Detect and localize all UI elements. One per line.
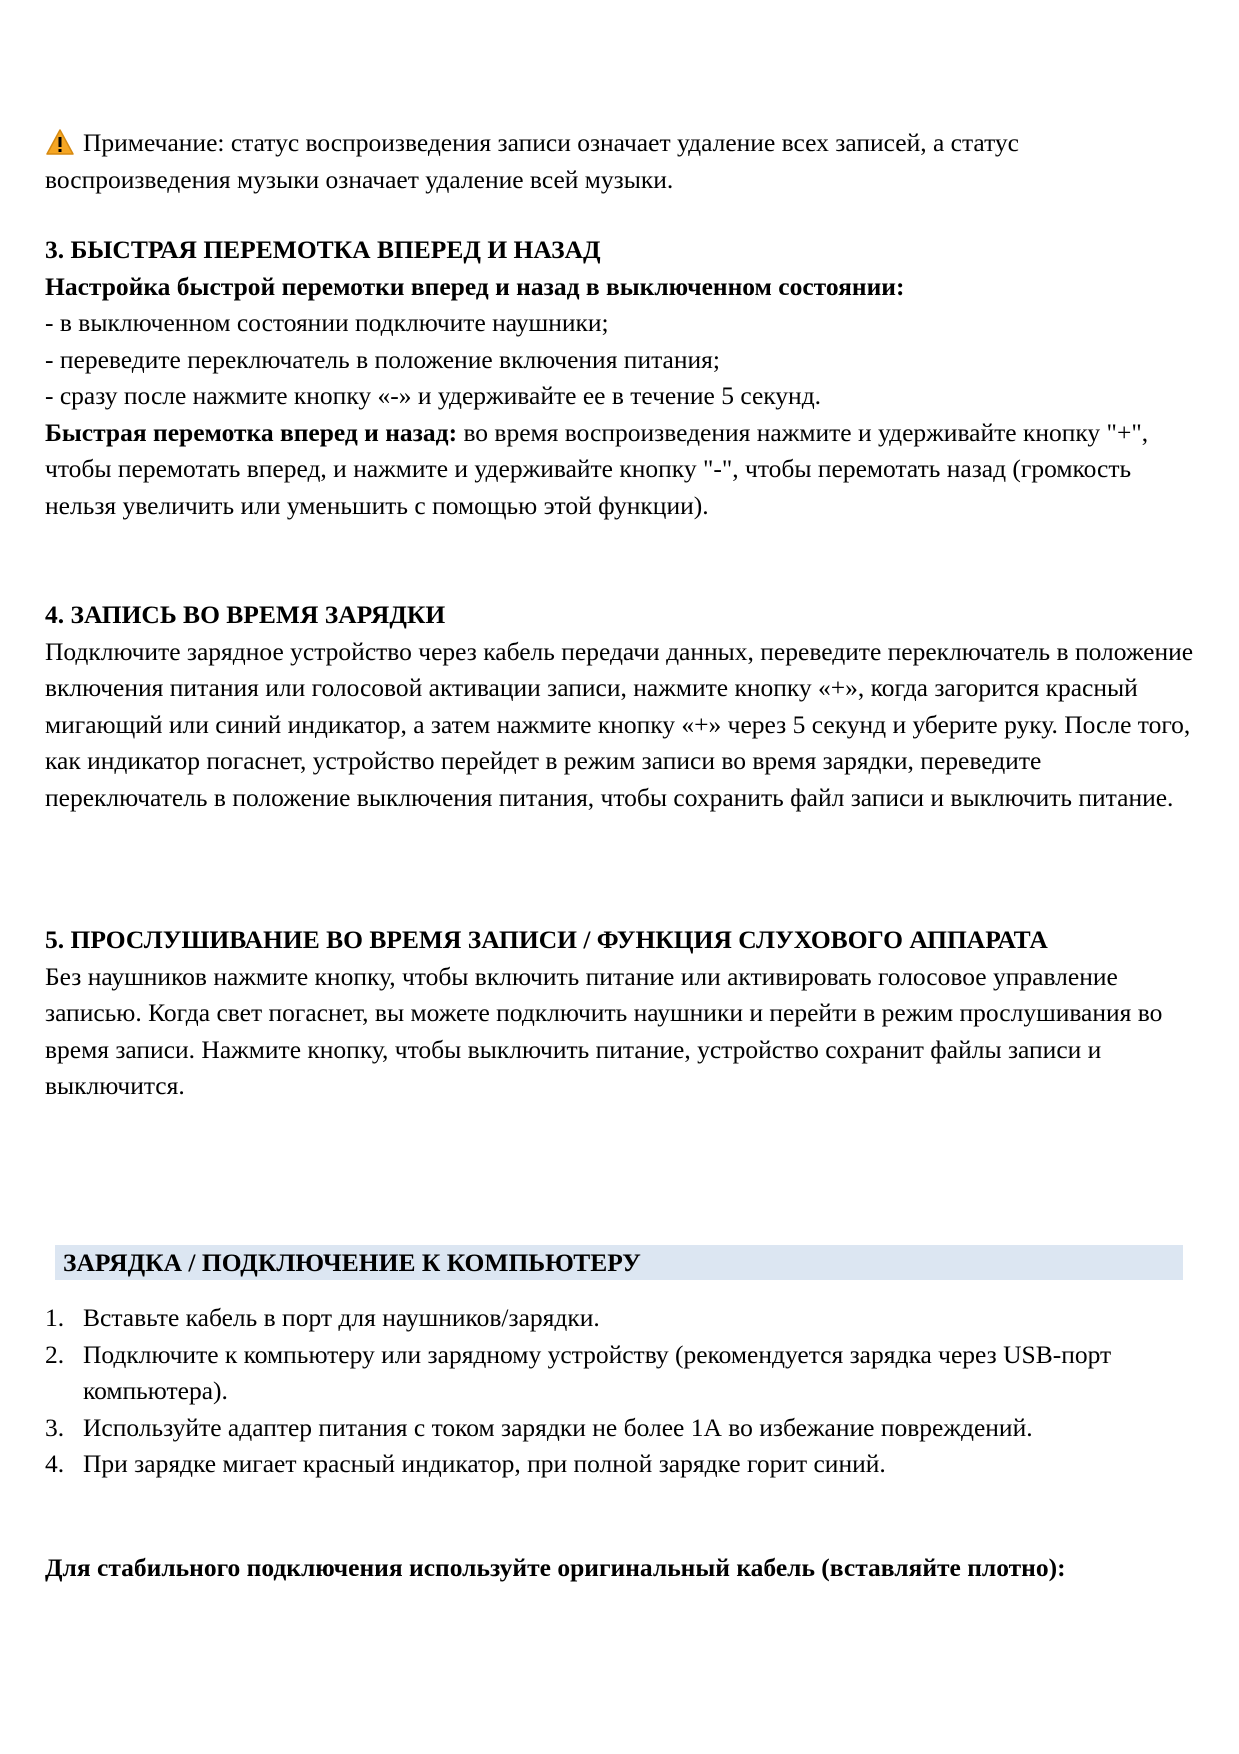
charging-heading-band <box>55 1245 1183 1280</box>
section-3-title: 3. БЫСТРАЯ ПЕРЕМОТКА ВПЕРЕД И НАЗАД <box>45 235 601 264</box>
section-3-paragraph <box>45 415 1195 525</box>
section-4-title: 4. ЗАПИСЬ ВО ВРЕМЯ ЗАРЯДКИ <box>45 600 446 629</box>
list-item: 1. Вставьте кабель в порт для наушников/зарядки. <box>45 1303 600 1332</box>
warning-icon <box>45 128 75 156</box>
section-recording-while-charging <box>45 597 1195 816</box>
list-item: 2. Подключите к компьютеру или зарядному устройству (рекомендуется зарядка через USB-порт компьютера). <box>45 1339 1112 1405</box>
charging-heading: ЗАРЯДКА / ПОДКЛЮЧЕНИЕ К КОМПЬЮТЕРУ <box>63 1248 641 1277</box>
section-3-step: - переведите переключатель в положение включения питания; <box>45 344 720 374</box>
section-4-text: Подключите зарядное устройство через кабель передачи данных, переведите переключатель в положение включения питания или голосовой активации записи, нажмите кнопку «+», когда загорится красный мигающий или синий индикатор, а затем нажмите кнопку «+» через 5 секунд и уберите руку. После того, как индикатор погаснет, устройство перейдет в режим записи во время зарядки, переведите переключатель в положение выключения питания, чтобы сохранить файл записи и выключить питание. <box>45 636 1194 812</box>
list-item: 3. Используйте адаптер питания с током зарядки не более 1А во избежание повреждений. <box>45 1412 1033 1442</box>
section-3-text: во время воспроизведения нажмите и удерживайте кнопку "+", чтобы перемотать вперед, и нажмите и удерживайте кнопку "-", чтобы перемотать назад (громкость нельзя увеличить или уменьшить с помощью этой функции). <box>45 417 1149 520</box>
section-5-text: Без наушников нажмите кнопку, чтобы включить питание или активировать голосовое управление записью. Когда свет погаснет, вы можете подключить наушники и перейти в режим прослушивания во время записи. Нажмите кнопку, чтобы выключить питание, устройство сохранит файлы записи и выключится. <box>45 961 1163 1100</box>
section-3-lead: Быстрая перемотка вперед и назад: <box>45 417 458 447</box>
section-5-title: 5. ПРОСЛУШИВАНИЕ ВО ВРЕМЯ ЗАПИСИ / ФУНКЦИЯ СЛУХОВОГО АППАРАТА <box>45 925 1048 954</box>
warning-note <box>45 125 1195 198</box>
charging-footer-note: Для стабильного подключения используйте оригинальный кабель (вставляйте плотно): <box>45 1553 1066 1582</box>
charging-steps-list <box>45 1300 1175 1483</box>
list-item: 4. При зарядке мигает красный индикатор, при полной зарядке горит синий. <box>45 1449 886 1478</box>
note-text: Примечание: статус воспроизведения записи означает удаление всех записей, а статус воспроизведения музыки означает удаление всей музыки. <box>45 128 1019 194</box>
section-3-step: - в выключенном состоянии подключите наушники; <box>45 308 609 337</box>
section-3-subtitle: Настройка быстрой перемотки вперед и назад в выключенном состоянии: <box>45 271 905 301</box>
section-fast-forward <box>45 232 1195 524</box>
section-3-step: - сразу после нажмите кнопку «-» и удерживайте ее в течение 5 секунд. <box>45 381 822 410</box>
section-listening-while-recording <box>45 922 1195 1105</box>
